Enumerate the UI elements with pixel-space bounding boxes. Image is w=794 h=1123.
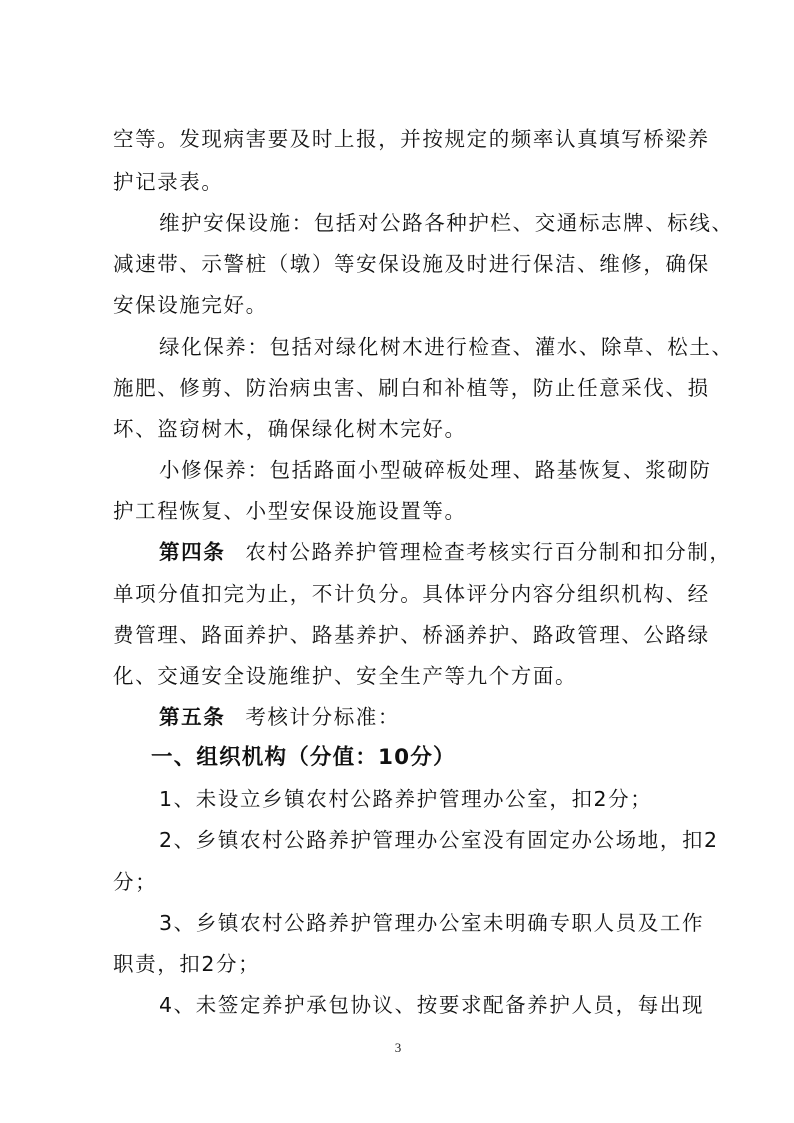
list-item: 3、乡镇农村公路养护管理办公室未明确专职人员及工作 bbox=[159, 911, 705, 935]
article-4-line bbox=[159, 535, 732, 569]
text-line: 空等。发现病害要及时上报，并按规定的频率认真填写桥梁养 bbox=[113, 127, 710, 151]
list-item: 1、未设立乡镇农村公路养护管理办公室，扣2分； bbox=[159, 787, 653, 811]
text-line: 单项分值扣完为止，不计负分。具体评分内容分组织机构、经 bbox=[113, 582, 710, 606]
text-line: 坏、盗窃树木，确保绿化树木完好。 bbox=[113, 417, 467, 441]
article-4-label: 第四条 bbox=[159, 540, 226, 564]
text-line: 费管理、路面养护、路基养护、桥涵养护、路政管理、公路绿 bbox=[113, 623, 710, 647]
text-line: 护工程恢复、小型安保设施设置等。 bbox=[113, 499, 467, 523]
text-line: 小修保养：包括路面小型破碎板处理、路基恢复、浆砌防 bbox=[159, 458, 712, 482]
article-4-text: 农村公路养护管理检查考核实行百分制和扣分制， bbox=[245, 540, 732, 564]
text-line: 化、交通安全设施维护、安全生产等九个方面。 bbox=[113, 664, 578, 688]
text-line: 护记录表。 bbox=[113, 170, 224, 194]
list-item: 2、乡镇农村公路养护管理办公室没有固定办公场地，扣2 bbox=[159, 828, 719, 852]
text-line: 绿化保养：包括对绿化树木进行检查、灌水、除草、松土、 bbox=[159, 335, 734, 359]
text-line: 施肥、修剪、防治病虫害、刷白和补植等，防止任意采伐、损 bbox=[113, 376, 710, 400]
text-line: 减速带、示警桩（墩）等安保设施及时进行保洁、维修，确保 bbox=[113, 252, 710, 276]
article-5-line bbox=[159, 700, 400, 734]
section-heading: 一、组织机构（分值：10分） bbox=[151, 745, 456, 770]
text-line: 安保设施完好。 bbox=[113, 293, 268, 317]
page-number: 3 bbox=[394, 1040, 402, 1055]
article-5-text: 考核计分标准： bbox=[245, 705, 401, 729]
article-5-label: 第五条 bbox=[159, 705, 226, 729]
text-line: 维护安保设施：包括对公路各种护栏、交通标志牌、标线、 bbox=[159, 211, 734, 235]
list-item-continuation: 职责，扣2分； bbox=[113, 952, 261, 976]
list-item-continuation: 分； bbox=[113, 870, 158, 894]
list-item: 4、未签定养护承包协议、按要求配备养护人员，每出现 bbox=[159, 993, 705, 1017]
